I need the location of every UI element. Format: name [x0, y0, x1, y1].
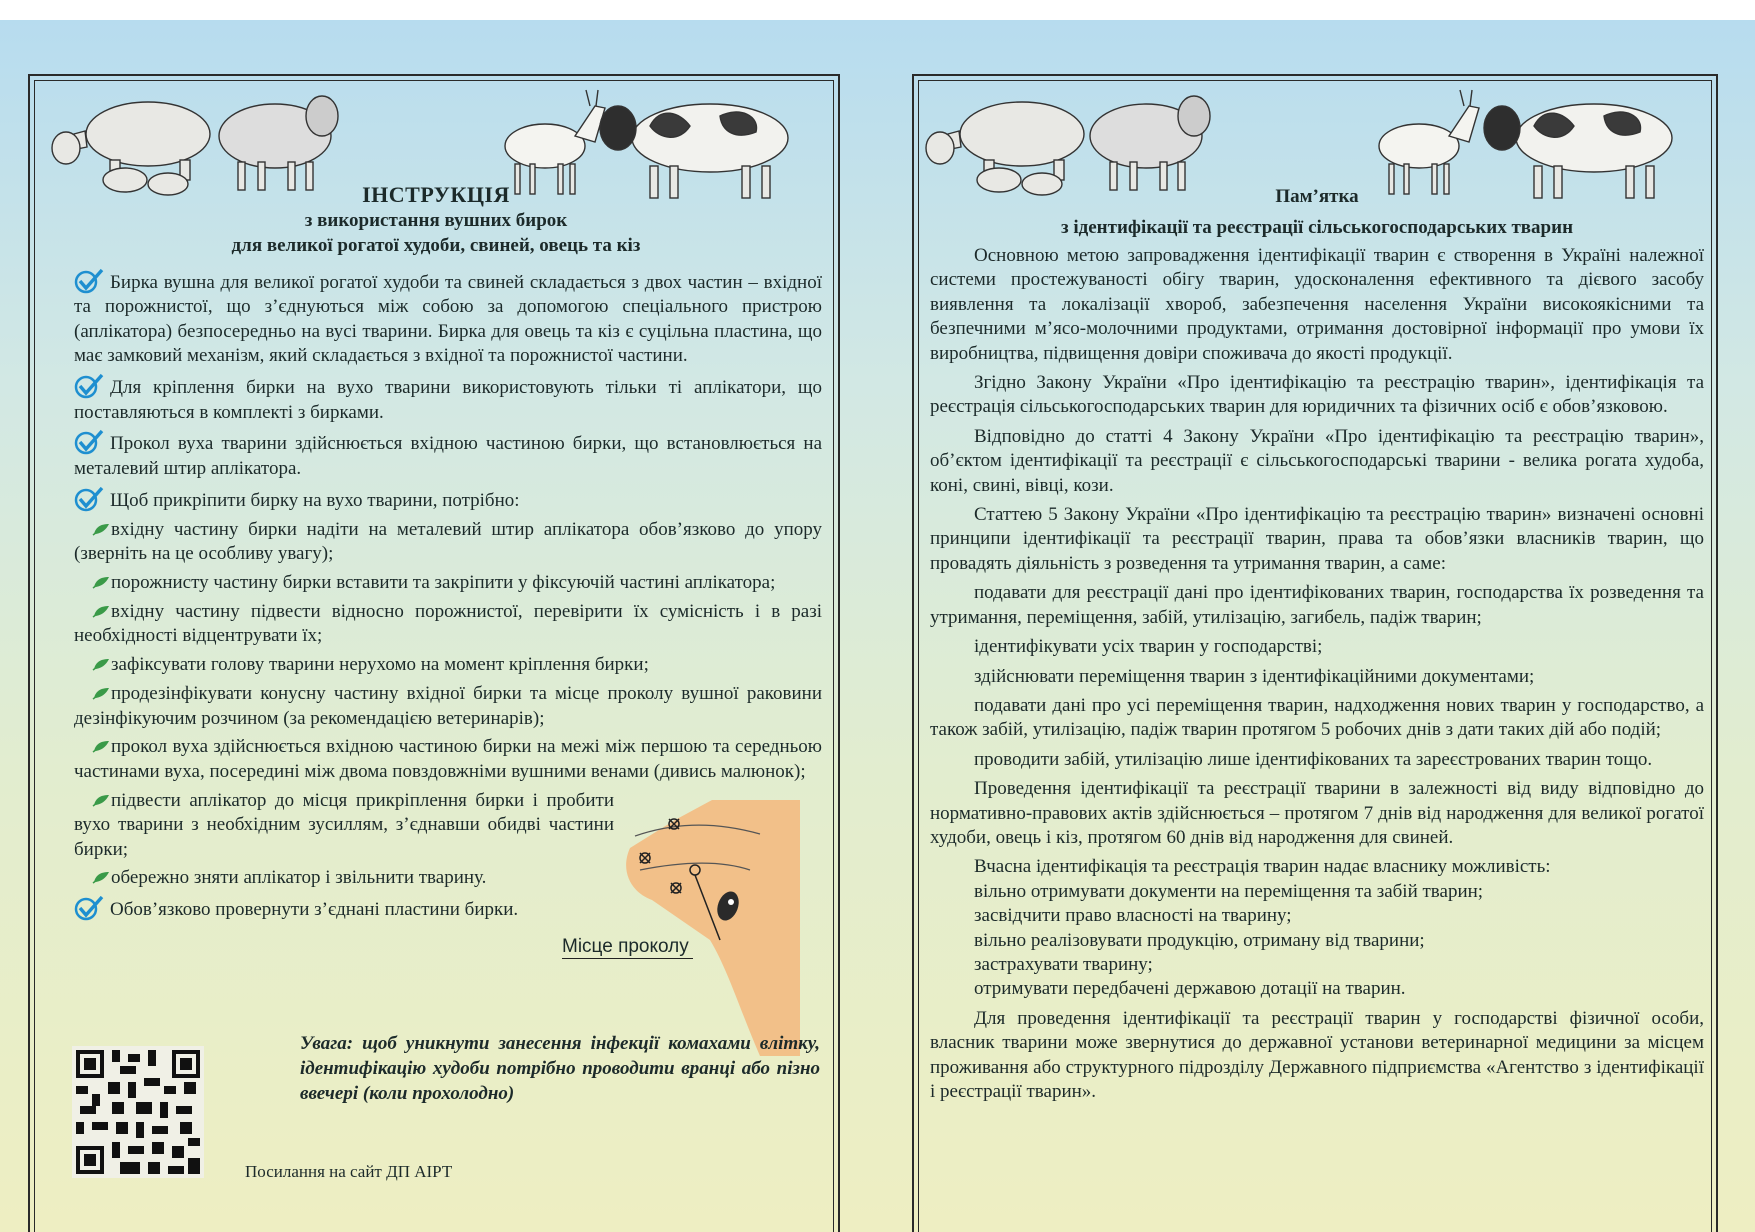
- instruction-step-text: порожнисту частину бирки вставити та закріпити у фіксуючій частині аплікатора;: [111, 571, 776, 593]
- owner-duty-item: проводити забій, утилізацію лише ідентифікованих та зареєстрованих тварин тощо.: [974, 748, 1653, 770]
- qr-code[interactable]: [72, 1046, 204, 1178]
- instruction-item-text: Для кріплення бирки на вухо тварини використовують тільки ті аплікатори, що поставляються в комплекті з бирками.: [74, 377, 822, 423]
- instruction-final-item: [74, 895, 614, 922]
- instruction-item: [74, 268, 822, 369]
- benefits-intro: Вчасна ідентифікація та реєстрація тварин надає власнику можливість:: [974, 856, 1551, 878]
- instruction-item-text: Прокол вуха тварини здійснюється вхідною частиною бирки, що встановлюється на металевий штир аплікатора.: [74, 433, 822, 479]
- instruction-panel: [28, 74, 840, 1232]
- puncture-site-label: Місце проколу: [562, 936, 693, 959]
- benefit-item: вільно реалізовувати продукцію, отриману від тварини;: [974, 929, 1425, 951]
- instruction-final-item-text: Обов’язково провернути з’єднані пластини бирки.: [110, 899, 519, 921]
- leaf-bullet-icon: [92, 575, 110, 589]
- memo-title: Пам’ятка: [1275, 186, 1359, 207]
- warning-note: Увага: щоб уникнути занесення інфекції комахами влітку, ідентифікацію худоби потрібно проводити вранці або пізно ввечері (коли прохолодно): [300, 1033, 820, 1104]
- instruction-item: [74, 486, 822, 513]
- instruction-item: [74, 429, 822, 481]
- memo-subtitle: з ідентифікації та реєстрації сільськогосподарських тварин: [1060, 217, 1574, 238]
- benefit-item: засвідчити право власності на тварину;: [974, 905, 1292, 927]
- instruction-step-text: вхідну частину підвести відносно порожнистої, перевірити їх сумісність і в разі необхідності відцентрувати їх;: [74, 600, 822, 647]
- leaf-bullet-icon: [92, 657, 110, 671]
- instruction-step: [74, 518, 822, 567]
- memo-title-block: [914, 184, 1720, 240]
- leaf-bullet-icon: [92, 870, 110, 884]
- memo-panel: [912, 74, 1718, 1232]
- memo-paragraph: Основною метою запровадження ідентифікації тварин є створення в Україні належної системи простежуваності обігу тварин, удосконалення ефективного та дієвого засобу виявлення та локалізації хвороб, забезпечення населення України високоякісними та безпечними м’ясо-молочними продуктами, отримання достовірної інформації про умови їх виробництва, підвищення довіри споживача до якості продукції.: [930, 245, 1704, 364]
- checkmark-icon: [74, 895, 104, 921]
- instruction-title-block: [30, 182, 842, 258]
- cow-ear-diagram: [600, 800, 800, 1056]
- instruction-step: [74, 866, 614, 890]
- checkmark-icon: [74, 486, 104, 512]
- instruction-step-text: обережно зняти аплікатор і звільнити тварину.: [111, 867, 487, 889]
- closing-paragraph: Для проведення ідентифікації та реєстрації тварин у господарстві фізичної особи, власник тварини може звернутися до державної установи ветеринарної медицини за місцем проживання або структурного підрозділу Державного підприємства «Агентство з ідентифікації і реєстрації тварин».: [930, 1007, 1704, 1102]
- memo-paragraph: Згідно Закону України «Про ідентифікацію та реєстрацію тварин», ідентифікація та реєстрація сільськогосподарських тварин для юридичних та фізичних осіб є обов’язковою.: [930, 372, 1704, 418]
- leaf-bullet-icon: [92, 604, 110, 618]
- instruction-subtitle-line2: для великої рогатої худоби, свиней, овець та кіз: [231, 235, 641, 256]
- instruction-subtitle-line1: з використання вушних бирок: [304, 210, 568, 231]
- instruction-title: ІНСТРУКЦІЯ: [362, 182, 510, 207]
- leaf-bullet-icon: [92, 686, 110, 700]
- memo-body: [930, 244, 1704, 1104]
- owner-duty-item: ідентифікувати усіх тварин у господарстві;: [974, 636, 1323, 658]
- benefit-item: застрахувати тварину;: [974, 953, 1153, 975]
- leaf-bullet-icon: [92, 739, 110, 753]
- memo-paragraph: Статтею 5 Закону України «Про ідентифікацію та реєстрацію тварин» визначені основні принципи ідентифікації та реєстрації тварин, права та обов’язки власників тварин, що провадять діяльність з розведення та утримання тварин, а саме:: [930, 504, 1704, 574]
- instruction-step: [74, 735, 822, 784]
- leaflet-sheet: [0, 20, 1755, 1232]
- checkmark-icon: [74, 429, 104, 455]
- benefit-item: вільно отримувати документи на переміщення та забій тварин;: [974, 880, 1484, 902]
- leaf-bullet-icon: [92, 793, 110, 807]
- instruction-step: [74, 571, 822, 595]
- deadline-paragraph: Проведення ідентифікації та реєстрації тварини в залежності від виду відповідно до нормативно-правових актів здійснюється – протягом 7 днів від народження для великої рогатої худоби, овець і кіз, протягом 60 днів від народження для свиней.: [930, 778, 1704, 848]
- owner-duty-item: здійснювати переміщення тварин з ідентифікаційними документами;: [974, 665, 1535, 687]
- checkmark-icon: [74, 373, 104, 399]
- instruction-step-text: зафіксувати голову тварини нерухомо на момент кріплення бирки;: [111, 654, 649, 676]
- qr-caption: Посилання на сайт ДП АІРТ: [245, 1162, 453, 1181]
- benefits-list: [930, 855, 1704, 1001]
- owner-duty-item: подавати дані про усі переміщення тварин, надходження нових тварин у господарство, а також забій, утилізацію, падіж тварин протягом 5 робочих днів з дати таких дій або подій;: [930, 694, 1704, 741]
- instruction-item: [74, 373, 822, 425]
- instruction-step: [74, 789, 614, 862]
- instruction-item-text: Щоб прикріпити бирку на вухо тварини, потрібно:: [110, 489, 520, 511]
- instruction-step-text: підвести аплікатор до місця прикріплення бирки і пробити вухо тварини з необхідним зусиллям, з’єднавши обидві частини бирки;: [74, 789, 614, 860]
- checkmark-icon: [74, 268, 104, 294]
- instruction-step-text: вхідну частину бирки надіти на металевий штир аплікатора обов’язково до упору (зверніть на це особливу увагу);: [74, 518, 822, 565]
- instruction-step-text: прокол вуха здійснюється вхідною частиною бирки на межі між першою та середньою частинами вуха, посередині між двома повздовжніми вушними венами (дивись малюнок);: [74, 736, 822, 782]
- instruction-step: [74, 600, 822, 649]
- benefit-item: отримувати передбачені державою дотації на тварин.: [974, 978, 1406, 1000]
- leaf-bullet-icon: [92, 522, 110, 536]
- instruction-step: [74, 653, 822, 677]
- memo-paragraph: Відповідно до статті 4 Закону України «Про ідентифікацію та реєстрацію тварин», об’єктом ідентифікації та реєстрації є сільськогосподарські тварини - велика рогата худоба, коні, свині, вівці, кози.: [930, 425, 1704, 496]
- owner-duty-item: подавати для реєстрації дані про ідентифікованих тварин, господарства їх розведення та утримання, переміщення, забій, утилізацію, загибель, падіж тварин;: [930, 582, 1704, 628]
- instruction-step-text: продезінфікувати конусну частину вхідної бирки та місце проколу вушної раковини дезінфікуючим розчином (за рекомендацією ветеринарів);: [74, 683, 822, 729]
- owner-duties-list: [930, 581, 1704, 772]
- instruction-item-text: Бирка вушна для великої рогатої худоби та свиней складається з двох частин – вхідної та порожнистої, що з’єднуються між собою за допомогою спеціального пристрою (аплікатора) безпосередньо на вусі тварини. Бирка для овець та кіз є суцільна пластина, що має замковий механізм, який складається з вхідної та порожнистої частини.: [74, 272, 822, 367]
- instruction-step: [74, 682, 822, 731]
